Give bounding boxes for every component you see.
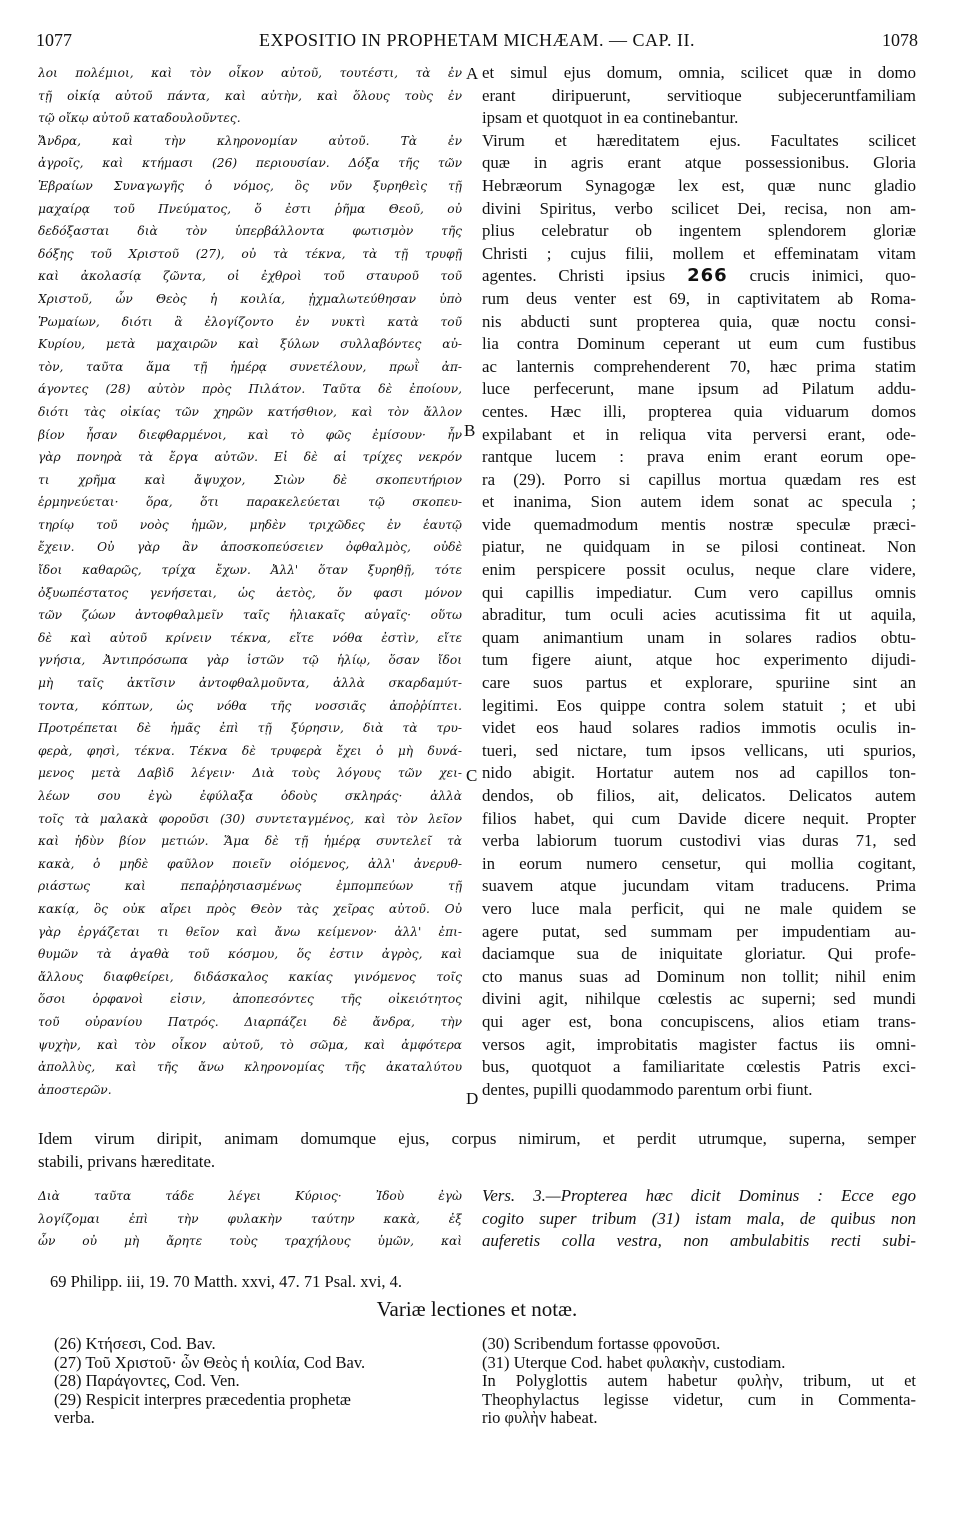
latin-line: centes. Hæc illi, propterea quia viduarum domos — [482, 401, 916, 421]
latin-line: expilabant et in reliqua vita perversi erant, ode- — [482, 424, 916, 444]
latin-line: piatur, ne quidquam in se pilosi contineat. Non — [482, 537, 916, 557]
latin-line: in eorum numero censetur, qui mollia cogitant, — [482, 853, 916, 873]
greek-line: Ἄνδρα, καὶ τὴν κληρονομίαν αὐτοῦ. Τὰ ἐν — [38, 133, 462, 148]
latin-verse-3 — [482, 1185, 916, 1253]
latin-line: rantque lucem : prava enim erant eorum ope- — [482, 447, 916, 467]
latin-line: cto manus suas ad Dominum non tollit; nihil enim — [482, 966, 916, 986]
latin-line: erant diripuerunt, servitioque subjeceruntfamiliam — [482, 85, 916, 105]
margin-letter-a: A — [466, 64, 479, 83]
margin-letter-d: D — [466, 1089, 479, 1108]
greek-line: θυμῶν τὰ ἀγαθὰ τοῦ κόσμου, ὅς ἐστιν ἀγρὸς, καὶ — [38, 947, 462, 962]
greek-line: ὅσοι ὀρφανοὶ εἰσιν, ἀποπεσόντες τῆς οἰκειότητος — [38, 992, 462, 1007]
greek-line: Προτρέπεται δὲ ἡμᾶς ἐπὶ τῇ ξύρησιν, διὰ τὰ τρυ- — [38, 721, 462, 736]
greek-line: δὲ καὶ αὐτοῦ κρίνειν τέκνα, εἴτε νόθα ἐστὶν, εἴτε — [38, 630, 462, 645]
greek-line: λογίζομαι ἐπὶ τὴν φυλακὴν ταύτην κακὰ, ἐξ — [38, 1211, 462, 1226]
variant-note: rio φυλὴν habeat. — [482, 1409, 598, 1427]
variae-left-column — [54, 1335, 464, 1428]
latin-line: et inanima, Sion autem idem sonat ac specula ; — [482, 492, 916, 512]
greek-line: Ἑβραίων Συναγωγῆς ὁ νόμος, ὃς νῦν ξυρηθεὶς τῇ — [38, 178, 462, 193]
full-width-line: Idem virum diripit, animam domumque ejus, corpus nimirum, et perdit utrumque, superna, semper — [38, 1129, 916, 1148]
latin-line: daciamque sua de iniquitate gloriatur. Qui profe- — [482, 944, 916, 964]
variant-note: (29) Respicit interpres præcedentia prophetæ — [54, 1390, 351, 1409]
variant-note: (30) Scribendum fortasse φρονοῦσι. — [482, 1335, 721, 1353]
variant-note: verba. — [54, 1409, 95, 1427]
greek-line: ἑρμηνεύεται· ὅρα, ὅτι παρακελεύεται τῷ σκοπευ- — [38, 495, 462, 510]
page-number-right: 1078 — [882, 30, 918, 50]
greek-line: Χριστοῦ, ὧν Θεὸς ἡ κοιλία, ᾐχμαλωτεύθησαν ὑπὸ — [38, 291, 462, 306]
latin-line: ac lanternis comprehenderent 70, hæc prima statim — [482, 356, 916, 376]
latin-line: auferetis colla vestra, non ambulabitis recti subi- — [482, 1231, 916, 1251]
latin-line: vero luce mala perficit, qui ne male quidem se — [482, 898, 916, 918]
greek-line: τῶν ζώων ἀντοφθαλμεῖν ταῖς ἡλιακαῖς αὐγαῖς· οὕτω — [38, 608, 462, 623]
variant-note: In Polyglottis autem habetur φυλὴν, tribum, ut et — [482, 1372, 916, 1390]
latin-line: agere putat, sed summam per impudentiam au- — [482, 921, 916, 941]
latin-line: nis abducti sunt propterea quia, quæ noctu consi- — [482, 311, 916, 331]
latin-line: videt eos haud solares radios immotis oculis in- — [482, 718, 916, 738]
running-title: EXPOSITIO IN PROPHETAM MICHÆAM. — CAP. II. — [258, 30, 696, 50]
latin-line: lia contra Dominum ceperant ut eum cum fustibus — [482, 334, 916, 354]
greek-line: ἴδοι καθαρῶς, τρίχα ἔχων. Ἀλλ' ὅταν ξυρηθῇ, τότε — [38, 563, 462, 578]
greek-line: τῷ οἴκῳ αὐτοῦ καταδουλοῦντες. — [38, 111, 241, 126]
greek-line: διότι τὰς οἰκίας τῶν χηρῶν κατήσθιον, καὶ τὸν ἄλλον — [38, 404, 462, 419]
variant-note: (26) Κτήσεσι, Cod. Bav. — [54, 1335, 216, 1353]
latin-line: verba labiorum tuorum custodivi vias duras 71, sed — [482, 831, 916, 851]
greek-line: Κυρίου, μετὰ μαχαιρῶν καὶ ξύλων συλλαβόντες αὐ- — [38, 337, 462, 352]
greek-line: ἔχειν. Οὐ γὰρ ἂν ἀποσκοπεύσειεν ὀφθαλμὸς, οὐδὲ — [38, 540, 462, 555]
latin-line: care suos partus et explorare, spuriine sint an — [482, 673, 916, 693]
greek-line: μενος μετὰ Δαβὶδ λέγειν· Διὰ τοὺς λόγους τῶν χει- — [38, 766, 462, 781]
latin-line: Vers. 3.—Propterea hæc dicit Dominus : Ecce ego — [482, 1186, 916, 1205]
greek-line: φερὰ, φησὶ, τέκνα. Τέκνα δὲ τρυφερὰ ἔχει ὁ μὴ δυνά- — [38, 743, 462, 758]
variant-note: Theophylactus legisse videtur, cum in Commenta- — [482, 1390, 916, 1409]
variae-right-column — [482, 1335, 916, 1428]
latin-line: cogito super tribum (31) istam mala, de quibus non — [482, 1208, 916, 1228]
latin-line: abraditur, tum oculi acies acutissima fit ut aquila, — [482, 605, 916, 625]
greek-line: μαχαίρᾳ τοῦ Πνεύματος, ὅ ἐστι ῥῆμα Θεοῦ, οὐ — [38, 201, 462, 216]
greek-line: ἀπολλὺς, καὶ τῆς ἄνω κληρονομίας τῆς ἀκαταλύτου — [38, 1060, 462, 1075]
greek-line: βίον ἦσαν διεφθαρμένοι, καὶ τὸ φῶς ἐμίσουν· ἦν — [38, 427, 462, 442]
latin-line: filios habet, qui cum Davide dicere nequit. Propter — [482, 808, 916, 828]
latin-line: agentes. Christi ipsius 266 crucis inimici, quo- — [482, 265, 916, 287]
latin-line: qui capillis impediatur. Cum vero capillus omnis — [482, 582, 916, 602]
variant-note: (31) Uterque Cod. habet φυλακὴν, custodiam. — [482, 1353, 786, 1372]
page-number-left: 1077 — [36, 30, 72, 50]
latin-line: rum deus venter est 69, in captivitatem ab Roma- — [482, 288, 916, 308]
full-width-line: stabili, privans hæreditate. — [38, 1151, 216, 1171]
latin-line: Christi ; cujus filii, mollem et effeminatam vitam — [482, 243, 916, 263]
latin-line: Hebræorum Synagogæ lex est, quæ nunc gladio — [482, 175, 916, 195]
latin-line: dendos, ob filios, ait, delicatos. Delicatos autem — [482, 786, 916, 805]
latin-line: suavem atque jucundam vitam traducens. Prima — [482, 876, 916, 896]
greek-line: κακίᾳ, ὃς οὐκ αἴρει πρὸς Θεὸν τὰς χεῖρας αὐτοῦ. Οὐ — [38, 901, 462, 916]
latin-line: versos agit, improbitatis magister factus iis omni- — [482, 1034, 916, 1054]
greek-line: τῇ οἰκίᾳ αὐτοῦ πάντα, καὶ αὐτὴν, καὶ ὅλους τοὺς ἐν — [38, 88, 462, 103]
page-header — [36, 30, 918, 58]
variae-heading: Variæ lectiones et notæ. — [376, 1297, 578, 1321]
greek-line: γὰρ ἐργάζεται τι θεῖον καὶ ἄνω κείμενον· ἀλλ' ἐπι- — [38, 924, 462, 939]
greek-line: ἄλλους διαφθείρει, διδάσκαλος κακίας γινόμενος τοῖς — [38, 969, 462, 984]
latin-line: ipsam et quotquot in ea continebantur. — [482, 108, 739, 128]
greek-line: τηρίῳ τοῦ νοὸς ἡμῶν, μηδὲν τριχῶδες ἐν ἑαυτῷ — [38, 517, 462, 532]
footnotes: 69 Philipp. iii, 19. 70 Matth. xxvi, 47. 71 Psal. xvi, 4. — [50, 1272, 403, 1291]
greek-line: δόξης τοῦ Χριστοῦ (27), οὐ τὰ τέκνα, τὰ τῇ τρυφῇ — [38, 246, 462, 261]
latin-line: legitimi. Eos quippe contra solem statuit ; et ubi — [482, 695, 916, 715]
greek-line: τοντα, κόπτων, ὡς νόθα τῆς νοσσιᾶς ἀποῤῥίπτει. — [38, 698, 462, 713]
greek-line: λέων σου ἐγὼ ἐφύλαξα ὁδοὺς σκληράς· ἀλλὰ — [38, 789, 462, 803]
latin-line: quam animantium unam in solares radios obtu- — [482, 627, 916, 647]
margin-letter-b: B — [464, 421, 476, 440]
greek-column — [38, 62, 462, 1101]
latin-line: divini Spiritus, verbo scilicet Dei, recisa, non am- — [482, 198, 916, 218]
latin-line: qui ager est, bona concupiscens, alios etiam trans- — [482, 1011, 916, 1031]
variant-note: (28) Παράγοντες, Cod. Ven. — [54, 1372, 240, 1390]
greek-line: γὰρ πονηρὰ τὰ ἔργα αὐτῶν. Εἰ δὲ αἱ τρίχες νεκρόν — [38, 450, 462, 465]
greek-line: δεδόξασται διὰ τὸν ὑπερβάλλοντα φωτισμὸν τῆς — [38, 224, 462, 239]
greek-line: τὸν, ταῦτα ἅμα τῇ ἡμέρᾳ συνετέλουν, πρωῒ ἀπ- — [38, 359, 462, 374]
full-width-paragraph — [38, 1128, 916, 1173]
greek-line: λοι πολέμιοι, καὶ τὸν οἶκον αὐτοῦ, τουτέστι, τὰ ἐν — [38, 66, 462, 80]
latin-line: quæ in agris erant atque possessionibus. Gloria — [482, 153, 916, 173]
latin-line: tueri, sed nictare, tum ipsos vellicans, uti spurios, — [482, 740, 916, 760]
greek-line: μὴ ταῖς ἀκτῖσιν ἀντοφθαλμοῦντα, ἀλλὰ σκαρδαμύτ- — [38, 676, 462, 691]
latin-line: luce perfecerunt, mane ipsum ad Pilatum addu- — [482, 379, 916, 399]
latin-line: tum figere aiunt, atque hoc experimento dijudi- — [482, 650, 916, 670]
latin-line: Virum et hæreditatem ejus. Facultates scilicet — [482, 130, 916, 150]
latin-line: et simul ejus domum, omnia, scilicet quæ in domo — [482, 63, 916, 82]
latin-line: divini agit, nihilque cœlestis ac superni; sed mundi — [482, 989, 916, 1009]
latin-line: bus, quotquot a familiaritate cœlestis Patris exci- — [482, 1057, 916, 1077]
greek-line: ριάστως καὶ πεπαῤῥησιασμένως ἐμπομπεύων τῇ — [38, 879, 462, 894]
greek-line: γνήσια, Ἀντιπρόσωπα γὰρ ἱστῶν τῷ ἡλίῳ, ὅσαν ἴδοι — [38, 653, 462, 668]
greek-line: ὧν οὐ μὴ ἄρητε τοὺς τραχήλους ὑμῶν, καὶ — [38, 1234, 462, 1249]
greek-line: τοῖς τὰ μαλακὰ φοροῦσι (30) συντεταγμένος, καὶ τὸν λεῖον — [38, 811, 462, 826]
greek-line: άγοντες (28) αὐτὸν πρὸς Πιλάτον. Ταῦτα δὲ ἐποίουν, — [38, 382, 462, 397]
latin-line: enim perspicere possit oculus, neque clare videre, — [482, 560, 916, 580]
latin-line: plius celebratur ob ingentem splendorem gloriæ — [482, 221, 916, 241]
latin-line: vide quemadmodum mentis nostræ speculæ præci- — [482, 514, 916, 534]
greek-line: ὀξυωπέστατος γενήσεται, ὡς ἀετὸς, ὅν φασι μόνον — [38, 585, 462, 600]
greek-line: ἀγροῖς, καὶ κτήμασι (26) περιουσίαν. Δόξα τῆς τῶν — [38, 156, 462, 171]
greek-line: καὶ ἀκολασίᾳ ζῶντα, οἱ ἐχθροὶ τοῦ σταυροῦ τοῦ — [38, 269, 462, 284]
greek-line: Διὰ ταῦτα τάδε λέγει Κύριος· Ἰδοὺ ἐγὼ — [38, 1189, 462, 1203]
latin-line: ra (29). Porro si capillus mortua quædam res est — [482, 469, 916, 489]
greek-line: καὶ ἡδὺν βίον μετιών. Ἅμα δὲ τῇ ἡμέρᾳ συντελεῖ τὰ — [38, 834, 462, 849]
greek-line: τοῦ οὐρανίου Πατρός. Διαρπάζει δὲ ἄνδρα, τὴν — [38, 1014, 462, 1029]
page-mark: 266 — [687, 265, 728, 287]
greek-line: κακὰ, ὁ μηδὲ φαῦλον ποιεῖν οἰόμενος, ἀλλ' ἀνερυθ- — [38, 856, 462, 871]
latin-line: nido abigit. Hortatur autem nos ad capillos ton- — [482, 763, 916, 783]
margin-letter-c: C — [466, 766, 478, 785]
greek-line: τι χρῆμα καὶ ἄψυχον, Σιὼν δὲ σκοπευτήριον — [38, 472, 462, 487]
variant-note: (27) Τοῦ Χριστοῦ· ὧν Θεὸς ἡ κοιλία, Cod Bav. — [54, 1353, 366, 1372]
greek-line: ψυχὴν, καὶ τὸν οἶκον αὐτοῦ, τὸ σῶμα, καὶ ἀμφότερα — [38, 1037, 462, 1052]
latin-line: dentes, pupilli quodammodo parentum orbi fiunt. — [482, 1079, 813, 1099]
greek-line: ἀποστερῶν. — [38, 1082, 112, 1097]
greek-line: Ῥωμαίων, διότι ἃ ἐλογίζοντο ἐν νυκτὶ κατὰ τοῦ — [38, 314, 462, 329]
greek-verse-3 — [38, 1185, 462, 1253]
latin-column — [482, 62, 916, 1101]
